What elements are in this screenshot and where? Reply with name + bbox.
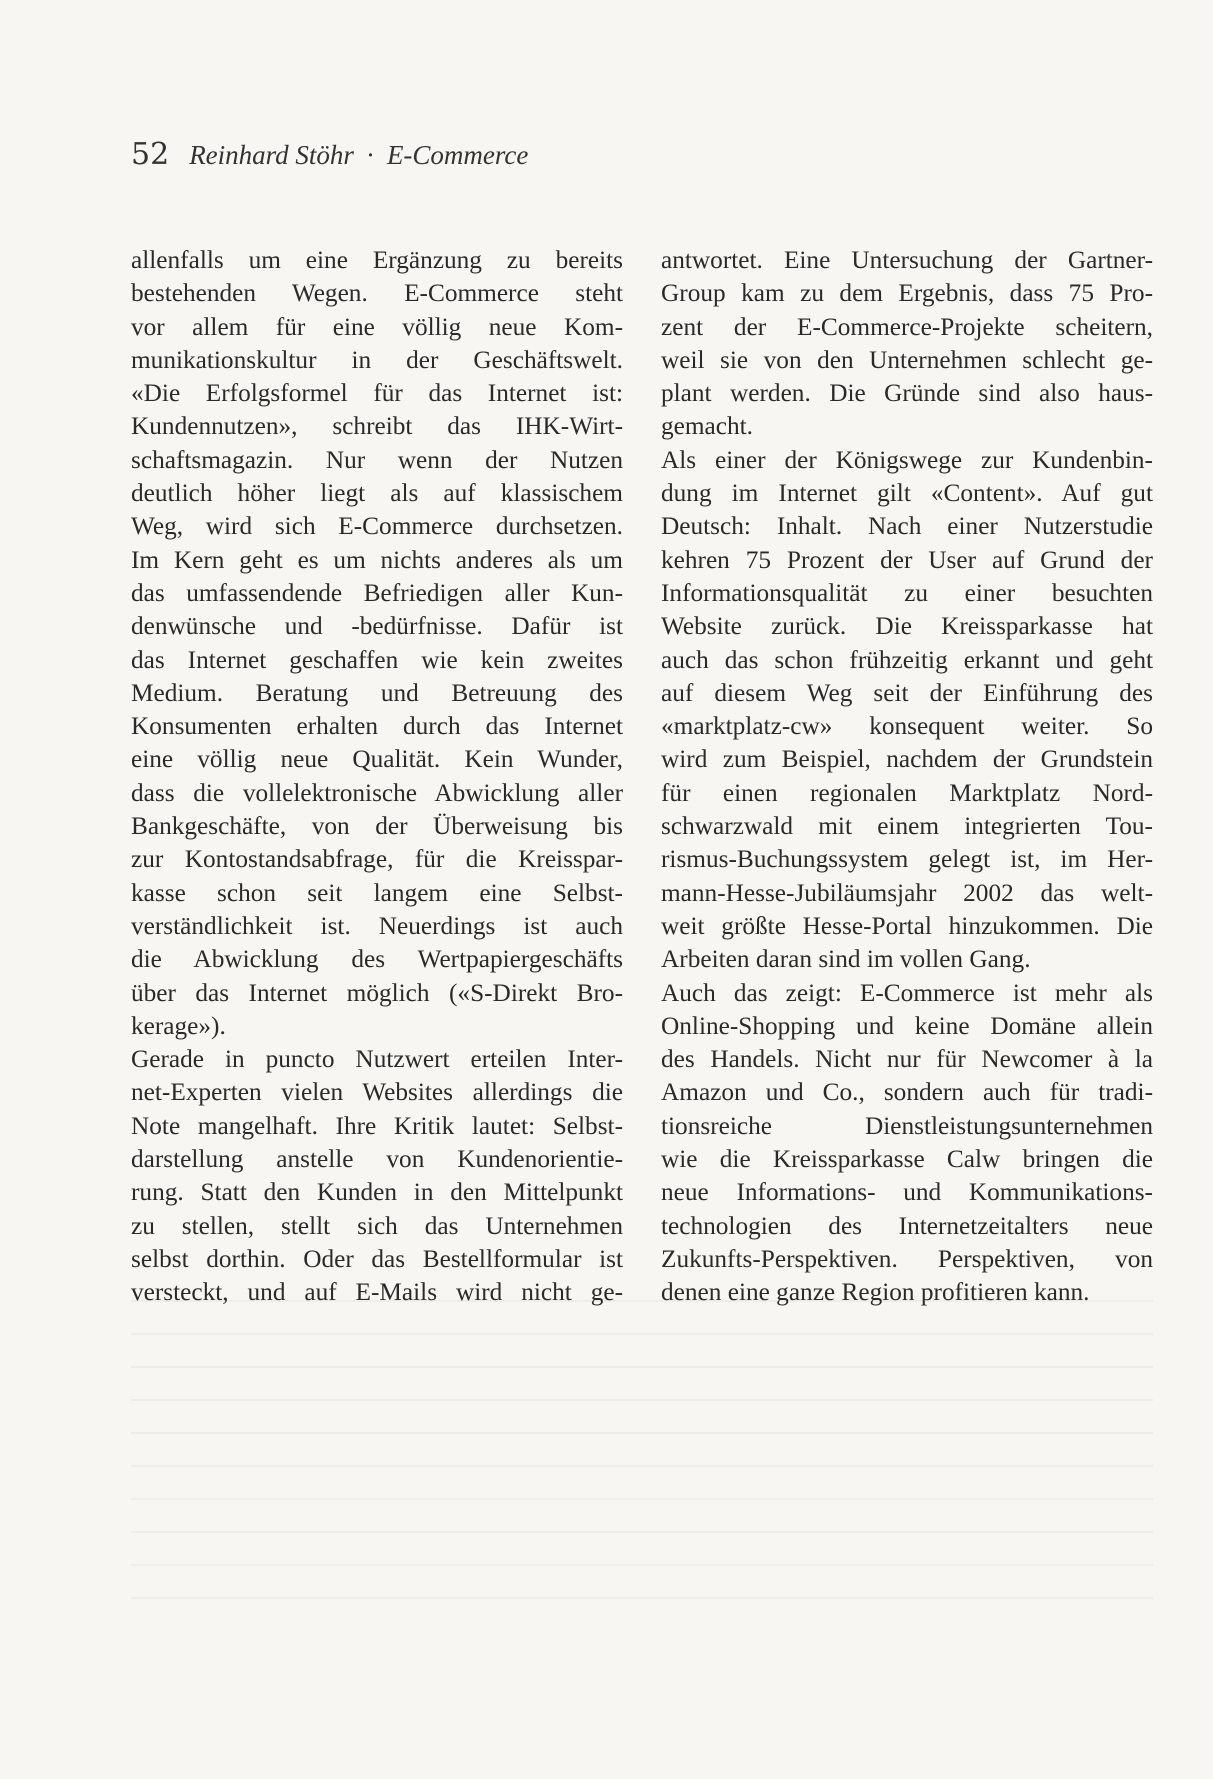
text-line: Note mangelhaft. Ihre Kritik lautet: Selbst- xyxy=(131,1111,623,1140)
text-line: zent der E-Commerce-Projekte scheitern, xyxy=(661,312,1153,341)
header-author: Reinhard Stöhr xyxy=(189,140,354,170)
text-line: allenfalls um eine Ergänzung zu bereits xyxy=(131,246,623,274)
text-line: kerage»). xyxy=(131,1011,226,1040)
text-line: mann-Hesse-Jubiläumsjahr 2002 das welt- xyxy=(661,878,1153,907)
text-line: Amazon und Co., sondern auch für tradi- xyxy=(661,1078,1153,1107)
text-line: rismus-Buchungssystem gelegt ist, im Her- xyxy=(661,845,1153,874)
text-line: Bankgeschäfte, von der Überweisung bis xyxy=(131,812,623,841)
running-header xyxy=(131,137,528,172)
text-line: Konsumenten erhalten durch das Internet xyxy=(131,712,623,741)
text-line: wird zum Beispiel, nachdem der Grundstein xyxy=(661,745,1153,774)
show-through-text xyxy=(131,1300,1153,1630)
text-line: tionsreiche Dienstleistungsunternehmen xyxy=(661,1111,1153,1140)
text-line: über das Internet möglich («S-Direkt Bro- xyxy=(131,978,623,1007)
text-line: Im Kern geht es um nichts anderes als um xyxy=(131,545,623,574)
text-line: schwarzwald mit einem integrierten Tou- xyxy=(661,812,1153,841)
text-line: «Die Erfolgsformel für das Internet ist: xyxy=(131,379,623,408)
text-line: rung. Statt den Kunden in den Mittelpunkt xyxy=(131,1178,623,1207)
right-text-column xyxy=(661,244,1153,1310)
text-line: bestehenden Wegen. E-Commerce steht xyxy=(131,279,623,308)
text-line: Arbeiten daran sind im vollen Gang. xyxy=(661,945,1031,974)
text-line: verständlichkeit ist. Neuerdings ist auch xyxy=(131,911,623,940)
text-line: net-Experten vielen Websites allerdings die xyxy=(131,1078,623,1107)
left-text-column xyxy=(131,244,623,1310)
text-line: kehren 75 Prozent der User auf Grund der xyxy=(661,545,1153,574)
text-line: weit größte Hesse-Portal hinzukommen. Die xyxy=(661,911,1153,940)
text-line: eine völlig neue Qualität. Kein Wunder, xyxy=(131,745,623,774)
text-line: weil sie von den Unternehmen schlecht ge- xyxy=(661,345,1153,374)
text-line: Gerade in puncto Nutzwert erteilen Inter- xyxy=(131,1045,623,1074)
text-line: vor allem für eine völlig neue Kom- xyxy=(131,312,623,341)
text-line: das umfassendende Befriedigen aller Kun- xyxy=(131,578,623,607)
header-title: E-Commerce xyxy=(386,140,529,170)
text-line: dung im Internet gilt «Content». Auf gut xyxy=(661,479,1153,508)
text-line: antwortet. Eine Untersuchung der Gartner- xyxy=(661,246,1153,274)
text-line: kasse schon seit langem eine Selbst- xyxy=(131,878,623,907)
text-line: deutlich höher liegt als auf klassischem xyxy=(131,479,623,508)
text-line: gemacht. xyxy=(661,412,754,441)
text-line: auf diesem Weg seit der Einführung des xyxy=(661,678,1153,707)
text-line: wie die Kreissparkasse Calw bringen die xyxy=(661,1145,1153,1174)
text-line: Als einer der Königswege zur Kundenbin- xyxy=(661,445,1153,474)
text-line: für einen regionalen Marktplatz Nord- xyxy=(661,778,1153,807)
text-line: zur Kontostandsabfrage, für die Kreisspar- xyxy=(131,845,623,874)
text-line: denen eine ganze Region profitieren kann. xyxy=(661,1278,1090,1307)
text-line: die Abwicklung des Wertpapiergeschäfts xyxy=(131,945,623,974)
text-line: Weg, wird sich E-Commerce durchsetzen. xyxy=(131,512,623,541)
text-line: technologien des Internetzeitalters neue xyxy=(661,1211,1153,1240)
header-separator: · xyxy=(365,140,375,170)
page-number: 52 xyxy=(131,137,170,172)
text-line: munikationskultur in der Geschäftswelt. xyxy=(131,345,623,374)
text-line: dass die vollelektronische Abwicklung aller xyxy=(131,778,623,807)
text-line: Informationsqualität zu einer besuchten xyxy=(661,578,1153,607)
text-line: plant werden. Die Gründe sind also haus- xyxy=(661,379,1153,408)
text-line: neue Informations- und Kommunikations- xyxy=(661,1178,1153,1207)
text-line: Deutsch: Inhalt. Nach einer Nutzerstudie xyxy=(661,512,1153,541)
text-line: zu stellen, stellt sich das Unternehmen xyxy=(131,1211,623,1240)
text-line: Medium. Beratung und Betreuung des xyxy=(131,678,623,707)
text-line: des Handels. Nicht nur für Newcomer à la xyxy=(661,1045,1153,1074)
text-line: Group kam zu dem Ergebnis, dass 75 Pro- xyxy=(661,279,1153,308)
text-line: das Internet geschaffen wie kein zweites xyxy=(131,645,623,674)
text-line: darstellung anstelle von Kundenorientie- xyxy=(131,1145,623,1174)
text-line: Auch das zeigt: E-Commerce ist mehr als xyxy=(661,978,1153,1007)
text-line: Online-Shopping und keine Domäne allein xyxy=(661,1011,1153,1040)
text-line: auch das schon frühzeitig erkannt und geht xyxy=(661,645,1153,674)
text-line: Kundennutzen», schreibt das IHK-Wirt- xyxy=(131,412,623,441)
text-line: Zukunfts-Perspektiven. Perspektiven, von xyxy=(661,1244,1153,1273)
text-line: denwünsche und -bedürfnisse. Dafür ist xyxy=(131,612,623,641)
text-line: Website zurück. Die Kreissparkasse hat xyxy=(661,612,1153,641)
text-line: versteckt, und auf E-Mails wird nicht ge- xyxy=(131,1278,623,1307)
text-line: selbst dorthin. Oder das Bestellformular ist xyxy=(131,1244,623,1273)
text-line: «marktplatz-cw» konsequent weiter. So xyxy=(661,712,1153,741)
text-line: schaftsmagazin. Nur wenn der Nutzen xyxy=(131,445,623,474)
